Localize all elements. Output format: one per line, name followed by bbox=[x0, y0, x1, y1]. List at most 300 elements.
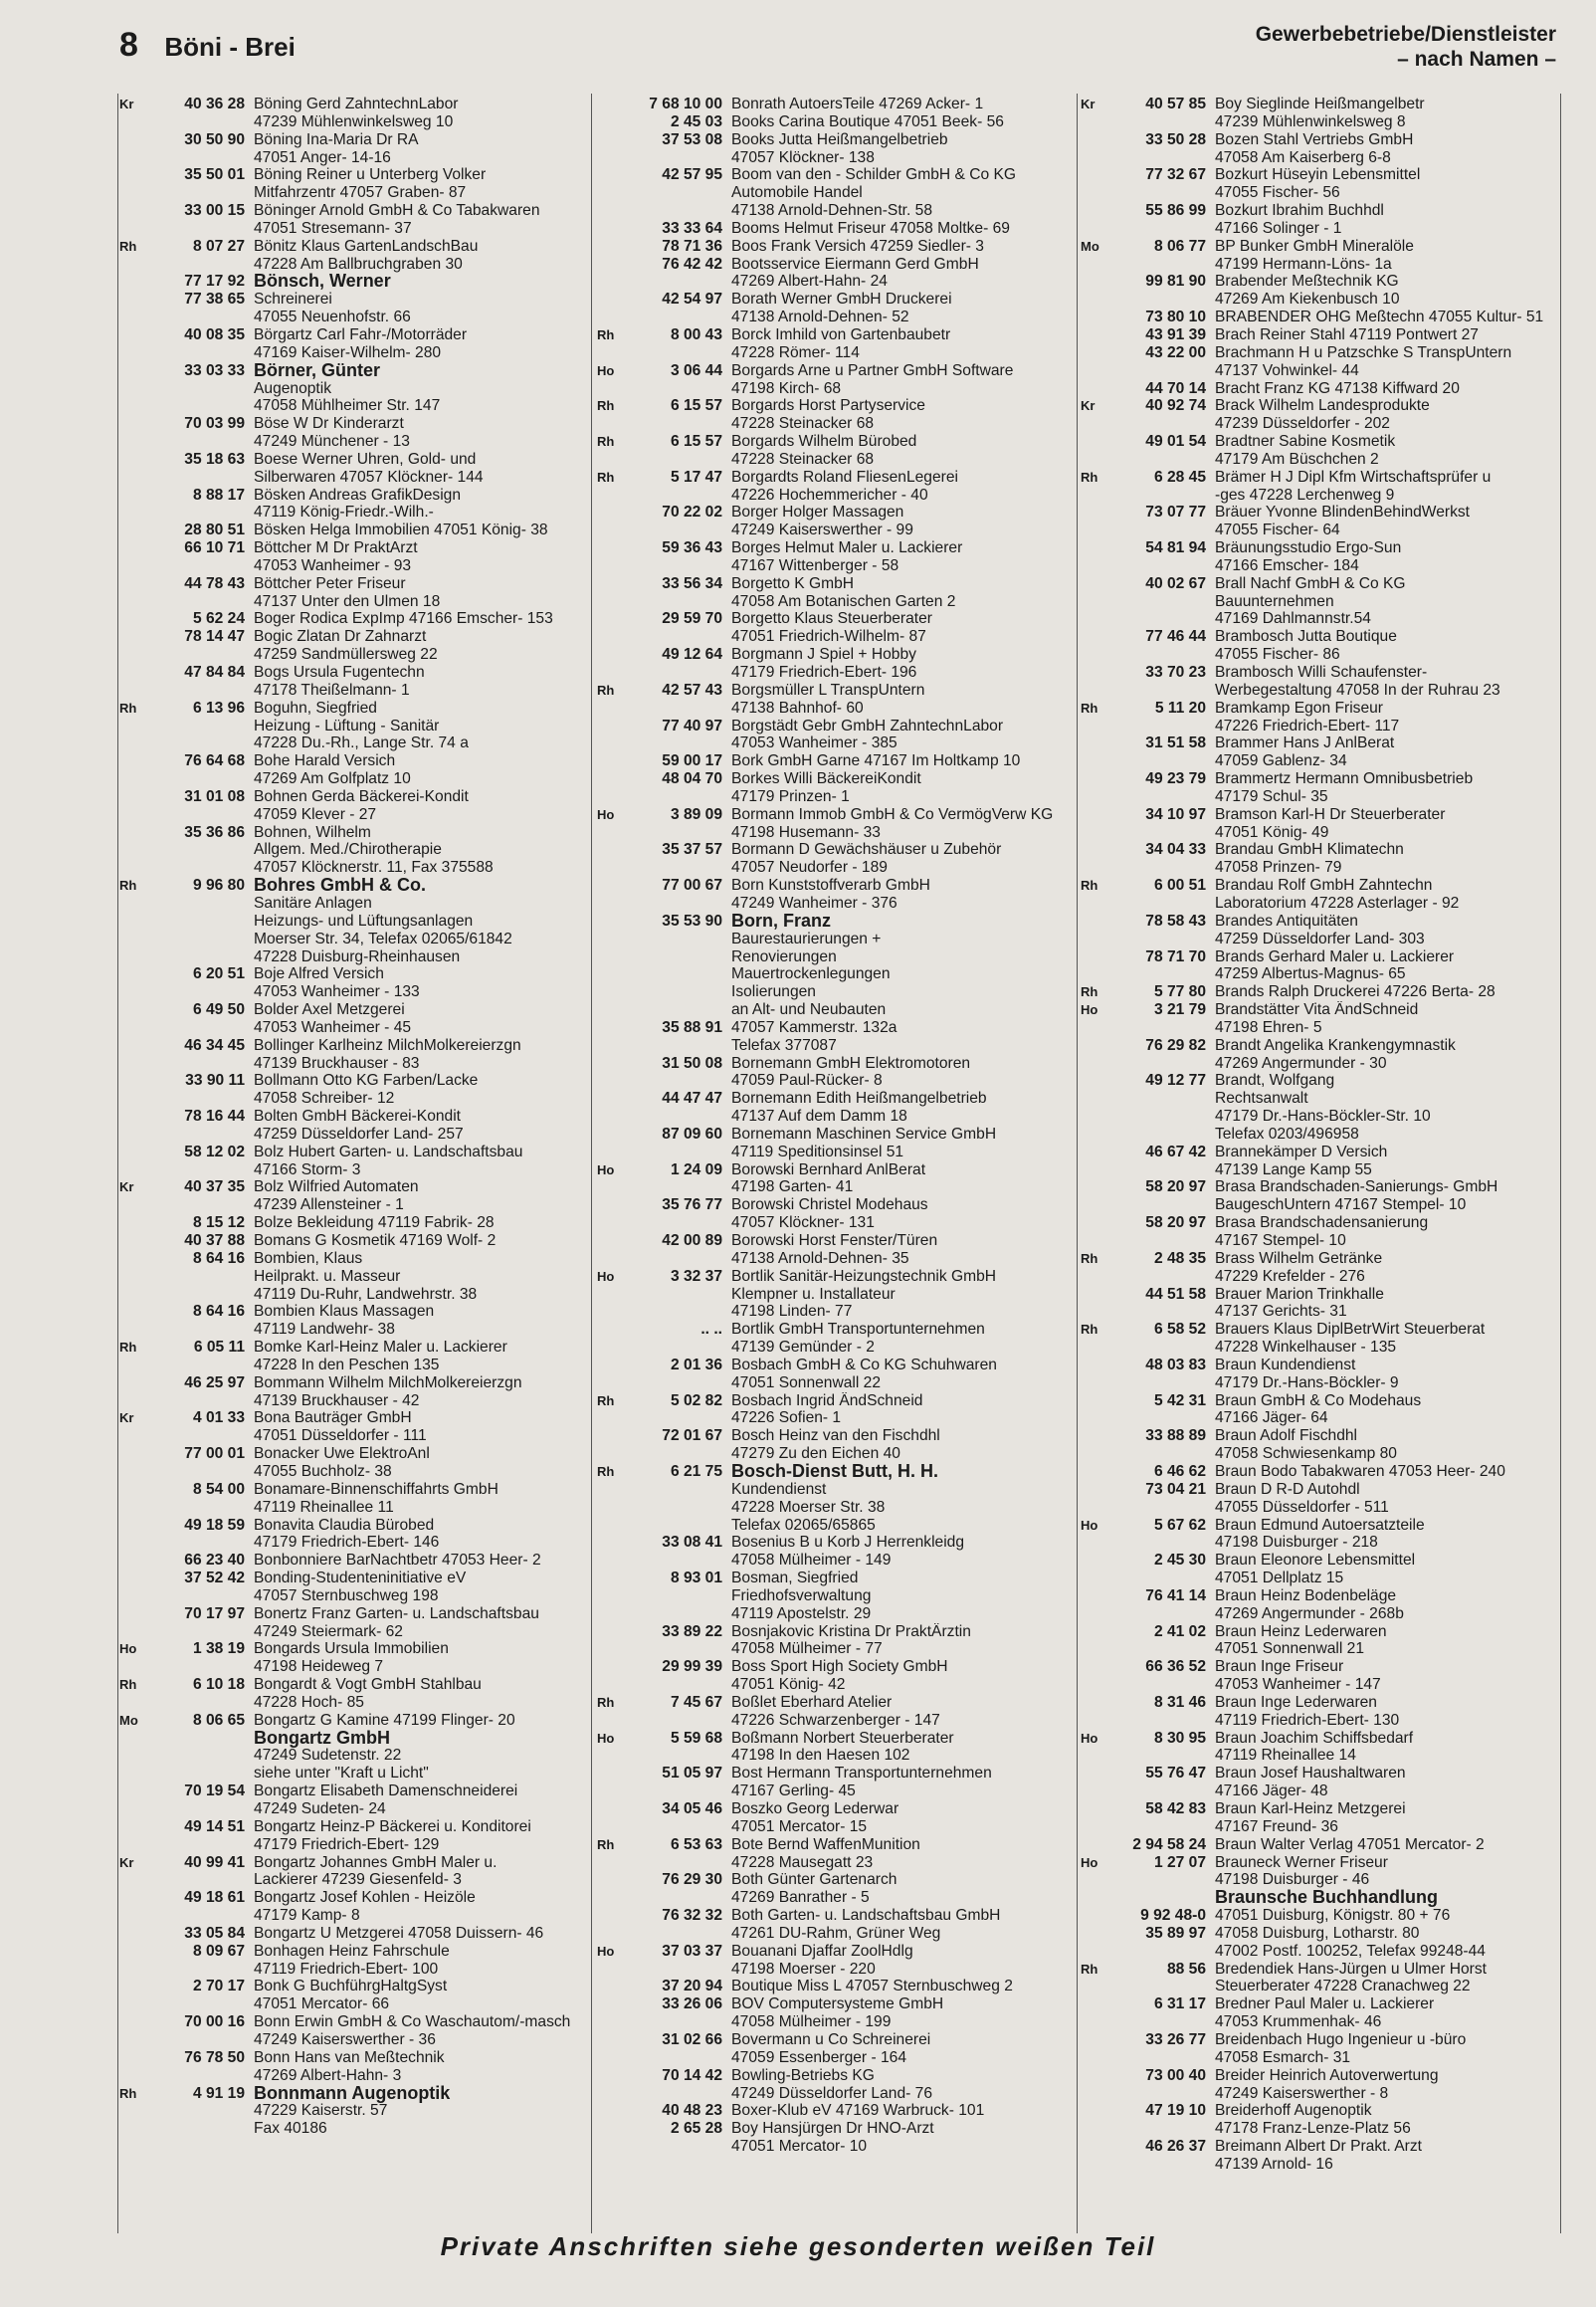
entry-name: Bonacker Uwe ElektroAnl bbox=[254, 1445, 430, 1463]
entry-name: Brands Ralph Druckerei 47226 Berta- 28 bbox=[1215, 983, 1496, 1001]
directory-entry bbox=[597, 2102, 1073, 2120]
directory-entry bbox=[597, 1694, 1073, 1730]
directory-entry bbox=[597, 1427, 1073, 1463]
directory-entry bbox=[119, 965, 585, 1001]
directory-entry bbox=[1081, 948, 1558, 984]
entry-detail-line: 47119 Rheinallee 14 bbox=[1215, 1747, 1356, 1765]
phone-number: 70 14 42 bbox=[662, 2066, 722, 2084]
entry-text bbox=[254, 1108, 585, 1144]
entry-name: Bosbach Ingrid ÄndSchneid bbox=[731, 1391, 923, 1409]
district-code bbox=[1081, 1144, 1100, 1179]
entry-text bbox=[731, 1836, 1073, 1872]
phone-number: 66 36 52 bbox=[1145, 1658, 1206, 1676]
phone-number: 33 88 89 bbox=[1145, 1427, 1206, 1445]
district-code: Rh bbox=[1081, 1322, 1098, 1338]
directory-entry bbox=[597, 1463, 1073, 1534]
entry-text bbox=[254, 273, 585, 291]
district-code: Kr bbox=[119, 1854, 134, 1870]
entry-text bbox=[254, 1818, 585, 1854]
entry-name: Born Kunststoffverarb GmbH bbox=[731, 877, 930, 895]
entry-detail-line: 47199 Hermann-Löns- 1a bbox=[1215, 255, 1392, 273]
district-code bbox=[1081, 1178, 1100, 1214]
district-code bbox=[1081, 1889, 1100, 1907]
phone-number: 6 05 11 bbox=[193, 1339, 245, 1357]
entry-name: Brands Gerhard Maler u. Lackierer bbox=[1215, 947, 1455, 965]
directory-entry bbox=[119, 1409, 585, 1445]
entry-text bbox=[254, 1978, 585, 2013]
entry-name: Boßlet Eberhard Atelier bbox=[731, 1693, 893, 1711]
entry-name: Braunsche Buchhandlung bbox=[1215, 1889, 1439, 1908]
phone-number: 1 24 09 bbox=[670, 1160, 722, 1178]
phone-number: 76 78 50 bbox=[184, 2048, 245, 2066]
phone-number: .. .. bbox=[700, 1321, 722, 1339]
entry-name: Boese Werner Uhren, Gold- und bbox=[254, 450, 477, 468]
entry-name: Bramson Karl-H Dr Steuerberater bbox=[1215, 805, 1446, 823]
entry-text bbox=[254, 451, 585, 487]
entry-name: Bönsch, Werner bbox=[254, 273, 391, 292]
entry-detail-line: 47051 König- 42 bbox=[731, 1676, 846, 1694]
entry-detail-line: Automobile Handel bbox=[731, 184, 863, 202]
district-code bbox=[119, 628, 139, 664]
directory-entry bbox=[119, 628, 585, 664]
district-code: Rh bbox=[597, 398, 615, 414]
entry-name: Bonk G BuchführgHaltgSyst bbox=[254, 1978, 448, 1995]
entry-detail-line: 47119 Speditionsinsel 51 bbox=[731, 1143, 904, 1160]
entry-text bbox=[731, 1019, 1073, 1055]
directory-entry bbox=[119, 877, 585, 965]
phone-number: 42 00 89 bbox=[662, 1232, 722, 1249]
phone-number: 3 06 44 bbox=[670, 361, 722, 379]
entry-text bbox=[731, 770, 1073, 806]
directory-entry bbox=[597, 1232, 1073, 1268]
entry-detail-line: 47178 Franz-Lenze-Platz 56 bbox=[1215, 2120, 1411, 2138]
entry-name: Bongards Ursula Immobilien bbox=[254, 1640, 449, 1658]
entry-text bbox=[254, 1605, 585, 1641]
district-code bbox=[119, 522, 139, 539]
directory-entry bbox=[119, 2013, 585, 2049]
entry-name: Brandt, Wolfgang bbox=[1215, 1072, 1335, 1090]
entry-text bbox=[254, 2013, 585, 2049]
entry-text bbox=[731, 96, 1073, 113]
directory-entry bbox=[1081, 1730, 1558, 1766]
entry-text bbox=[731, 1800, 1073, 1836]
entry-name: Boom van den - Schilder GmbH & Co KG bbox=[731, 166, 1017, 184]
entry-detail-line: 47058 Mühlheimer Str. 147 bbox=[254, 397, 441, 415]
district-code bbox=[119, 1250, 139, 1304]
directory-entry bbox=[597, 575, 1073, 611]
district-code bbox=[597, 1570, 617, 1623]
entry-name: BOV Computersysteme GmbH bbox=[731, 1995, 944, 2013]
entry-detail-line: Allgem. Med./Chirotherapie bbox=[254, 841, 442, 859]
directory-entry bbox=[1081, 877, 1558, 913]
directory-entry bbox=[1081, 1765, 1558, 1800]
directory-entry bbox=[597, 1907, 1073, 1943]
phone-number: 2 45 03 bbox=[670, 112, 722, 130]
entry-detail-line: 47198 Kirch- 68 bbox=[731, 379, 842, 397]
district-code bbox=[119, 575, 139, 611]
page-number: 8 bbox=[119, 26, 138, 64]
entry-detail-line: 47228 Hoch- 85 bbox=[254, 1693, 364, 1711]
directory-entry bbox=[597, 1268, 1073, 1322]
directory-entry bbox=[119, 664, 585, 700]
district-code bbox=[597, 256, 617, 292]
entry-name: Braun Inge Lederwaren bbox=[1215, 1693, 1377, 1711]
entry-text bbox=[731, 2120, 1073, 2156]
phone-number: 31 02 66 bbox=[662, 2030, 722, 2048]
entry-detail-line: 47138 Arnold-Dehnen-Str. 58 bbox=[731, 202, 932, 220]
entry-text bbox=[731, 113, 1073, 131]
entry-detail-line: 47169 Dahlmannstr.54 bbox=[1215, 610, 1371, 628]
entry-text bbox=[254, 1517, 585, 1553]
directory-entry bbox=[119, 1339, 585, 1374]
phone-number: 1 38 19 bbox=[192, 1640, 245, 1658]
entry-detail-line: 47239 Mühlenwinkelsweg 10 bbox=[254, 112, 454, 130]
phone-number: 47 19 10 bbox=[1145, 2102, 1206, 2120]
district-code bbox=[119, 1303, 139, 1339]
district-code: Rh bbox=[597, 1463, 615, 1479]
directory-entry bbox=[119, 415, 585, 451]
entry-text bbox=[731, 1126, 1073, 1161]
phone-number: 46 34 45 bbox=[184, 1036, 245, 1054]
entry-text bbox=[731, 469, 1073, 505]
entry-name: Borkes Willi BäckereiKondit bbox=[731, 770, 921, 788]
phone-number: 7 68 10 00 bbox=[649, 96, 722, 112]
entry-name: Bongartz Elisabeth Damenschneiderei bbox=[254, 1783, 518, 1800]
entry-detail-line: 47051 Mercator- 66 bbox=[254, 1995, 390, 2013]
phone-number: 40 37 35 bbox=[184, 1178, 245, 1196]
phone-number: 4 01 33 bbox=[192, 1409, 245, 1427]
entry-text bbox=[731, 1161, 1073, 1197]
phone-number: 43 91 39 bbox=[1145, 325, 1206, 343]
directory-entry bbox=[597, 841, 1073, 877]
directory-entry bbox=[1081, 1250, 1558, 1286]
phone-number: 8 88 17 bbox=[192, 486, 245, 504]
directory-entry bbox=[1081, 770, 1558, 806]
directory-entry bbox=[119, 96, 585, 131]
entry-detail-line: 47053 Wanheimer - 45 bbox=[254, 1018, 412, 1036]
entry-name: Bomke Karl-Heinz Maler u. Lackierer bbox=[254, 1339, 507, 1357]
entry-text bbox=[731, 1658, 1073, 1694]
phone-number: 78 58 43 bbox=[1145, 912, 1206, 930]
entry-name: Bongartz Johannes GmbH Maler u. bbox=[254, 1853, 498, 1871]
entry-detail-line: Baurestaurierungen + bbox=[731, 930, 882, 947]
entry-detail-line: Silberwaren 47057 Klöckner- 144 bbox=[254, 468, 484, 486]
phone-number: 70 19 54 bbox=[184, 1783, 245, 1800]
entry-detail-line: 47239 Allensteiner - 1 bbox=[254, 1196, 404, 1214]
entry-text bbox=[1215, 504, 1558, 539]
entry-name: Braun GmbH & Co Modehaus bbox=[1215, 1391, 1422, 1409]
district-code: Ho bbox=[1081, 1854, 1098, 1870]
district-code bbox=[119, 1925, 139, 1943]
entry-text bbox=[1215, 700, 1558, 735]
district-code bbox=[597, 96, 617, 113]
entry-detail-line: 47119 Apostelstr. 29 bbox=[731, 1604, 872, 1622]
phone-number: 35 50 01 bbox=[184, 166, 245, 184]
district-code: Rh bbox=[119, 238, 137, 254]
directory-entry bbox=[119, 1232, 585, 1250]
directory-entry bbox=[597, 362, 1073, 398]
phone-number: 58 12 02 bbox=[184, 1143, 245, 1160]
phone-number: 33 33 64 bbox=[662, 219, 722, 237]
entry-detail-line: 47179 Friedrich-Ebert- 146 bbox=[254, 1534, 440, 1552]
entry-text bbox=[731, 131, 1073, 167]
entry-name: Brambosch Willi Schaufenster- bbox=[1215, 664, 1428, 681]
entry-detail-line: 47058 Schwiesenkamp 80 bbox=[1215, 1445, 1397, 1463]
phone-number: 37 53 08 bbox=[662, 130, 722, 148]
district-code: Mo bbox=[119, 1712, 138, 1728]
entry-detail-line: 47198 Husemann- 33 bbox=[731, 823, 881, 841]
phone-number: 78 16 44 bbox=[184, 1108, 245, 1126]
district-code bbox=[597, 238, 617, 256]
column-rule bbox=[1560, 94, 1561, 2233]
phone-number: 31 51 58 bbox=[1145, 734, 1206, 752]
entry-text bbox=[254, 362, 585, 416]
entry-detail-line: 47166 Solinger - 1 bbox=[1215, 219, 1342, 237]
entry-detail-line: 47167 Wittenberger - 58 bbox=[731, 556, 899, 574]
phone-number: 35 18 63 bbox=[184, 450, 245, 468]
directory-entry bbox=[597, 806, 1073, 842]
entry-text bbox=[254, 1783, 585, 1818]
entry-detail-line: 47249 Sudeten- 24 bbox=[254, 1800, 386, 1817]
district-code bbox=[119, 1570, 139, 1605]
entry-name: Bote Bernd WaffenMunition bbox=[731, 1835, 920, 1853]
entry-text bbox=[254, 752, 585, 788]
district-code bbox=[597, 113, 617, 131]
entry-text bbox=[254, 2049, 585, 2085]
district-code bbox=[1081, 326, 1100, 344]
entry-detail-line: 47051 Stresemann- 37 bbox=[254, 219, 412, 237]
district-code bbox=[1081, 664, 1100, 700]
phone-number: 33 03 33 bbox=[184, 361, 245, 379]
phone-number: 35 37 57 bbox=[662, 841, 722, 859]
entry-text bbox=[731, 877, 1073, 913]
district-code: Rh bbox=[597, 1694, 615, 1710]
district-code: Rh bbox=[1081, 1250, 1098, 1266]
directory-entry bbox=[597, 1161, 1073, 1197]
entry-detail-line: 47239 Mühlenwinkelsweg 8 bbox=[1215, 112, 1406, 130]
directory-entry bbox=[119, 1214, 585, 1232]
entry-detail-line: 47059 Essenberger - 164 bbox=[731, 2048, 906, 2066]
entry-detail-line: 47249 Kaiserswerther - 99 bbox=[731, 522, 913, 539]
district-code: Rh bbox=[119, 1340, 137, 1356]
phone-number: 33 00 15 bbox=[184, 202, 245, 220]
entry-name: Brandt Angelika Krankengymnastik bbox=[1215, 1036, 1456, 1054]
entry-detail-line: Isolierungen bbox=[731, 983, 816, 1001]
entry-detail-line: 47166 Storm- 3 bbox=[254, 1160, 361, 1178]
phone-number: 77 38 65 bbox=[184, 291, 245, 309]
directory-entry bbox=[1081, 504, 1558, 539]
entry-text bbox=[1215, 1250, 1558, 1286]
directory-entry bbox=[1081, 96, 1558, 131]
entry-detail-line: 47139 Bruckhauser - 83 bbox=[254, 1054, 420, 1072]
directory-entry bbox=[597, 752, 1073, 770]
phone-number: 35 53 90 bbox=[662, 912, 722, 930]
entry-detail-line: 47053 Wanheimer - 133 bbox=[254, 983, 420, 1001]
directory-entry bbox=[119, 487, 585, 523]
entry-name: Braun Eleonore Lebensmittel bbox=[1215, 1552, 1416, 1570]
phone-number: 8 06 65 bbox=[192, 1711, 245, 1729]
entry-name: Böning Reiner u Unterberg Volker bbox=[254, 166, 487, 184]
phone-number: 28 80 51 bbox=[184, 522, 245, 539]
entry-text bbox=[1215, 2067, 1558, 2103]
phone-number: 76 29 30 bbox=[662, 1871, 722, 1889]
district-code bbox=[119, 273, 139, 291]
phone-number: 77 17 92 bbox=[184, 273, 245, 291]
entry-detail-line: 47229 Krefelder - 276 bbox=[1215, 1267, 1365, 1285]
directory-entry bbox=[597, 326, 1073, 362]
district-code bbox=[597, 2031, 617, 2067]
entry-text bbox=[254, 1640, 585, 1676]
entry-detail-line: 47055 Neuenhofstr. 66 bbox=[254, 309, 411, 326]
entry-name: Böning Ina-Maria Dr RA bbox=[254, 130, 419, 148]
entry-name: Bosbach GmbH & Co KG Schuhwaren bbox=[731, 1356, 997, 1373]
district-code bbox=[1081, 1392, 1100, 1428]
entry-detail-line: Mauertrockenlegungen bbox=[731, 965, 891, 983]
directory-entry bbox=[119, 291, 585, 326]
entry-name: Breider Heinrich Autoverwertung bbox=[1215, 2066, 1439, 2084]
phone-number: 77 32 67 bbox=[1145, 166, 1206, 184]
entry-detail-line: 47179 Dr.-Hans-Böckler- 9 bbox=[1215, 1373, 1399, 1391]
district-code bbox=[1081, 1694, 1100, 1730]
phone-number: 6 13 96 bbox=[192, 699, 245, 717]
section-subtitle: – nach Namen – bbox=[1397, 48, 1556, 71]
district-code bbox=[119, 1374, 139, 1410]
phone-number: 40 37 88 bbox=[184, 1232, 245, 1249]
entry-name: Bowling-Betriebs KG bbox=[731, 2066, 875, 2084]
phone-number: 42 57 95 bbox=[662, 166, 722, 184]
phone-number: 6 20 51 bbox=[192, 965, 245, 983]
phone-number: 49 18 61 bbox=[184, 1889, 245, 1907]
district-code bbox=[1081, 273, 1100, 309]
phone-number: 76 42 42 bbox=[662, 255, 722, 273]
district-code bbox=[597, 1658, 617, 1694]
phone-number: 2 48 35 bbox=[1153, 1249, 1206, 1267]
directory-entry bbox=[597, 913, 1073, 1019]
phone-number: 3 89 09 bbox=[670, 805, 722, 823]
phone-number: 29 59 70 bbox=[662, 610, 722, 628]
district-code bbox=[1081, 166, 1100, 202]
directory-entry bbox=[119, 1676, 585, 1712]
directory-entry bbox=[119, 1001, 585, 1037]
entry-detail-line: 47198 In den Haesen 102 bbox=[731, 1747, 910, 1765]
entry-text bbox=[731, 504, 1073, 539]
entry-name: Bracht Franz KG 47138 Kiffward 20 bbox=[1215, 379, 1460, 397]
directory-entry bbox=[1081, 166, 1558, 202]
directory-entry bbox=[1081, 1037, 1558, 1073]
entry-text bbox=[1215, 539, 1558, 575]
entry-text bbox=[1215, 166, 1558, 202]
directory-entry bbox=[1081, 1517, 1558, 1553]
phone-number: 76 41 14 bbox=[1145, 1586, 1206, 1604]
phone-number: 30 50 90 bbox=[184, 130, 245, 148]
phone-number: 37 03 37 bbox=[662, 1942, 722, 1960]
directory-entry bbox=[1081, 983, 1558, 1001]
entry-detail-line: 47053 Krummenhak- 46 bbox=[1215, 2013, 1382, 2031]
phone-number: 49 18 59 bbox=[184, 1516, 245, 1534]
entry-text bbox=[1215, 575, 1558, 629]
entry-name: Bonavita Claudia Bürobed bbox=[254, 1516, 435, 1534]
entry-detail-line: BaugeschUntern 47167 Stempel- 10 bbox=[1215, 1196, 1467, 1214]
phone-number: 5 67 62 bbox=[1153, 1516, 1206, 1534]
district-code bbox=[1081, 1037, 1100, 1073]
entry-name: Bosch Heinz van den Fischdhl bbox=[731, 1427, 940, 1445]
directory-entry bbox=[1081, 238, 1558, 274]
phone-number: 6 46 62 bbox=[1153, 1462, 1206, 1480]
district-code bbox=[1081, 841, 1100, 877]
phone-number: 73 00 40 bbox=[1145, 2066, 1206, 2084]
phone-number: 3 21 79 bbox=[1153, 1001, 1206, 1019]
entry-name: 47058 Duisburg, Lotharstr. 80 bbox=[1215, 1924, 1420, 1942]
entry-name: Bräunungsstudio Ergo-Sun bbox=[1215, 539, 1402, 557]
directory-column-1 bbox=[119, 96, 585, 2225]
directory-entry bbox=[1081, 380, 1558, 398]
entry-detail-line: 47249 Münchener - 13 bbox=[254, 433, 410, 451]
district-code: Ho bbox=[597, 362, 615, 378]
district-code bbox=[597, 1534, 617, 1570]
directory-entry bbox=[119, 1108, 585, 1144]
district-code bbox=[119, 1818, 139, 1854]
entry-name: Bosch-Dienst Butt, H. H. bbox=[731, 1462, 939, 1481]
phone-number: 6 58 52 bbox=[1153, 1321, 1206, 1339]
entry-name: Brachmann H u Patzschke S TranspUntern bbox=[1215, 343, 1512, 361]
entry-name: Books Carina Boutique 47051 Beek- 56 bbox=[731, 112, 1004, 130]
district-code bbox=[1081, 1658, 1100, 1694]
directory-entry bbox=[1081, 539, 1558, 575]
entry-detail-line: 47259 Düsseldorfer Land- 303 bbox=[1215, 930, 1425, 947]
entry-text bbox=[1215, 1392, 1558, 1428]
directory-entry bbox=[119, 1605, 585, 1641]
directory-entry bbox=[119, 1178, 585, 1214]
entry-name: Böning Gerd ZahntechnLabor bbox=[254, 96, 459, 112]
entry-name: Borgards Arne u Partner GmbH Software bbox=[731, 361, 1014, 379]
entry-detail-line: 47228 Am Ballbruchgraben 30 bbox=[254, 255, 463, 273]
phone-number: 6 15 57 bbox=[670, 433, 722, 451]
entry-text bbox=[254, 1374, 585, 1410]
entry-name: Braun D R-D Autohdl bbox=[1215, 1480, 1360, 1498]
directory-entry bbox=[1081, 469, 1558, 505]
district-code bbox=[597, 646, 617, 682]
entry-detail-line: 47269 Banrather - 5 bbox=[731, 1889, 870, 1907]
directory-entry bbox=[597, 1196, 1073, 1232]
phone-number: 31 50 08 bbox=[662, 1054, 722, 1072]
phone-number: 40 08 35 bbox=[184, 325, 245, 343]
district-code bbox=[1081, 628, 1100, 664]
entry-detail-line: 47119 König-Friedr.-Wilh.- bbox=[254, 504, 434, 522]
entry-detail-line: 47259 Sandmüllersweg 22 bbox=[254, 646, 438, 664]
entry-name: Braun Walter Verlag 47051 Mercator- 2 bbox=[1215, 1835, 1485, 1853]
district-code: Ho bbox=[597, 1268, 615, 1284]
phone-number: 70 00 16 bbox=[184, 2013, 245, 2031]
district-code bbox=[119, 202, 139, 238]
phone-number: 77 46 44 bbox=[1145, 628, 1206, 646]
entry-name: Börgartz Carl Fahr-/Motorräder bbox=[254, 325, 468, 343]
entry-detail-line: 47119 Du-Ruhr, Landwehrstr. 38 bbox=[254, 1285, 478, 1303]
entry-name: Bongartz U Metzgerei 47058 Duissern- 46 bbox=[254, 1924, 544, 1942]
district-code bbox=[119, 965, 139, 1001]
district-code bbox=[597, 913, 617, 1019]
phone-number: 2 65 28 bbox=[670, 2120, 722, 2138]
directory-entry bbox=[597, 1392, 1073, 1428]
directory-entry bbox=[119, 1818, 585, 1854]
entry-text bbox=[254, 1730, 585, 1783]
phone-number: 8 09 67 bbox=[192, 1942, 245, 1960]
entry-name: 47051 Duisburg, Königstr. 80 + 76 bbox=[1215, 1907, 1451, 1925]
entry-text bbox=[1215, 841, 1558, 877]
entry-text bbox=[254, 1250, 585, 1304]
entry-name: Brannekämper D Versich bbox=[1215, 1143, 1388, 1160]
directory-entry bbox=[1081, 1357, 1558, 1392]
entry-text bbox=[1215, 913, 1558, 948]
